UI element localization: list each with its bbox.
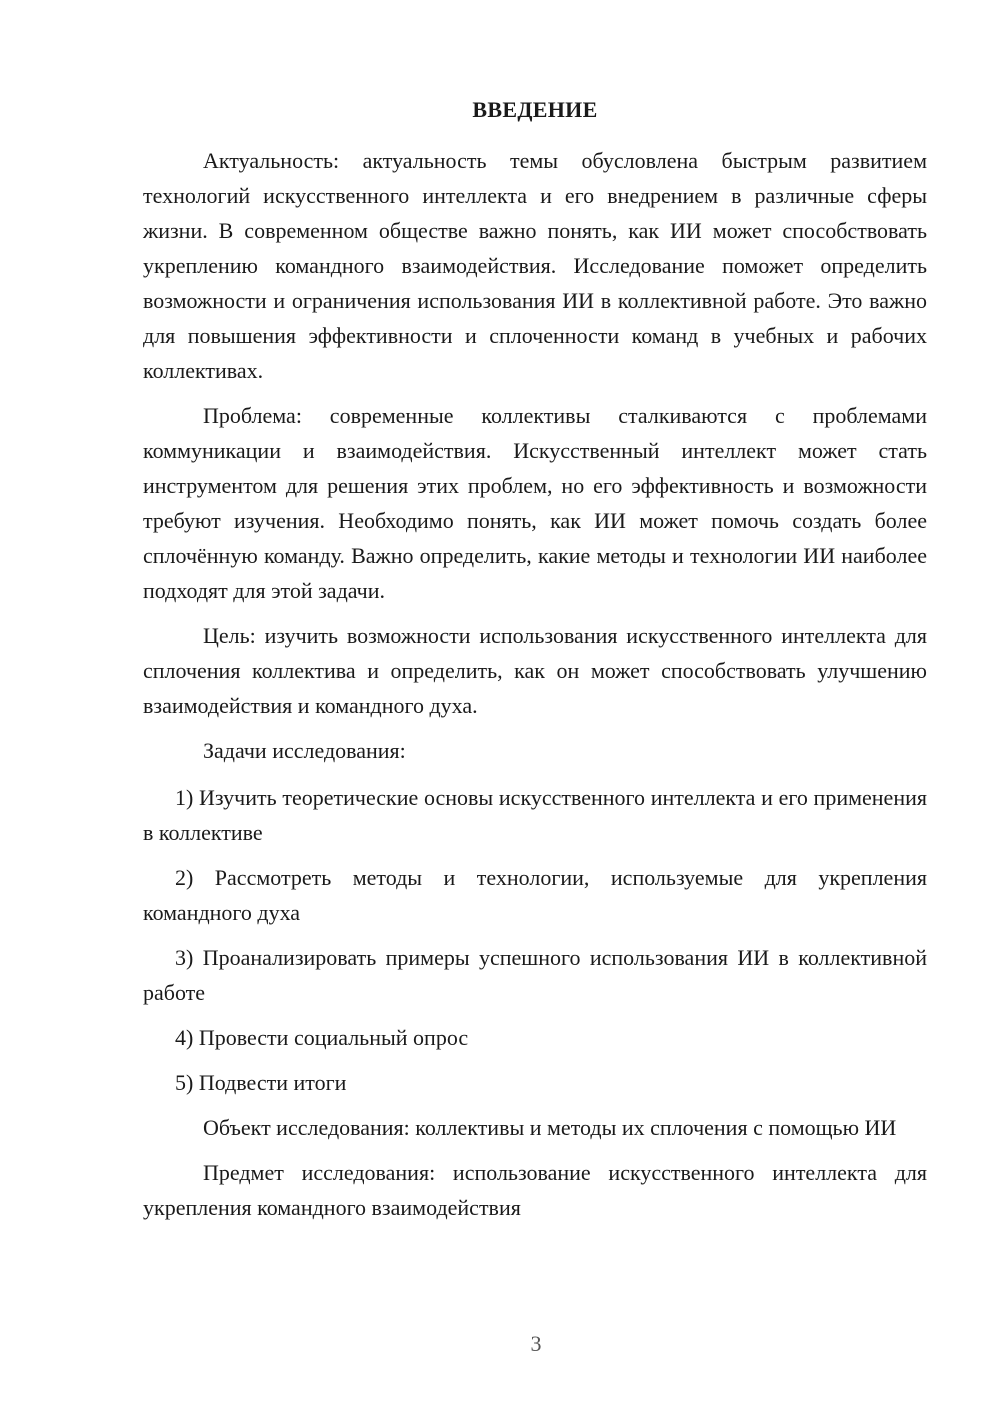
tasks-heading: Задачи исследования: <box>203 738 406 763</box>
section-title: ВВЕДЕНИЕ <box>472 97 598 122</box>
task-item: 4) Провести социальный опрос <box>175 1025 469 1050</box>
page-content <box>143 92 927 1235</box>
task-item: 2) Рассмотреть методы и технологии, используемые для укрепления командного духа <box>143 865 927 925</box>
goal-paragraph: Цель: изучить возможности использования искусственного интеллекта для сплочения коллектива и определить, как он может способствовать улучшению взаимодействия и командного духа. <box>143 623 927 718</box>
task-item: 5) Подвести итоги <box>175 1070 347 1095</box>
problem-paragraph: Проблема: современные коллективы сталкиваются с проблемами коммуникации и взаимодействия. Искусственный интеллект может стать инструментом для решения этих проблем, но его эффективность и возможности требуют изучения. Необходимо понять, как ИИ может помочь создать более сплочённую команду. Важно определить, какие методы и технологии ИИ наиболее подходят для этой задачи. <box>143 403 927 603</box>
task-item: 3) Проанализировать примеры успешного использования ИИ в коллективной работе <box>143 945 927 1005</box>
task-item: 1) Изучить теоретические основы искусственного интеллекта и его применения в коллективе <box>143 785 927 845</box>
relevance-paragraph: Актуальность: актуальность темы обусловлена быстрым развитием технологий искусственного интеллекта и его внедрением в различные сферы жизни. В современном обществе важно понять, как ИИ может способствовать укреплению командного взаимодействия. Исследование поможет определить возможности и ограничения использования ИИ в коллективной работе. Это важно для повышения эффективности и сплоченности команд в учебных и рабочих коллективах. <box>143 148 927 383</box>
page-number: 3 <box>530 1331 542 1356</box>
object-paragraph: Объект исследования: коллективы и методы их сплочения с помощью ИИ <box>203 1115 897 1140</box>
subject-paragraph: Предмет исследования: использование искусственного интеллекта для укрепления командного взаимодействия <box>143 1160 927 1220</box>
